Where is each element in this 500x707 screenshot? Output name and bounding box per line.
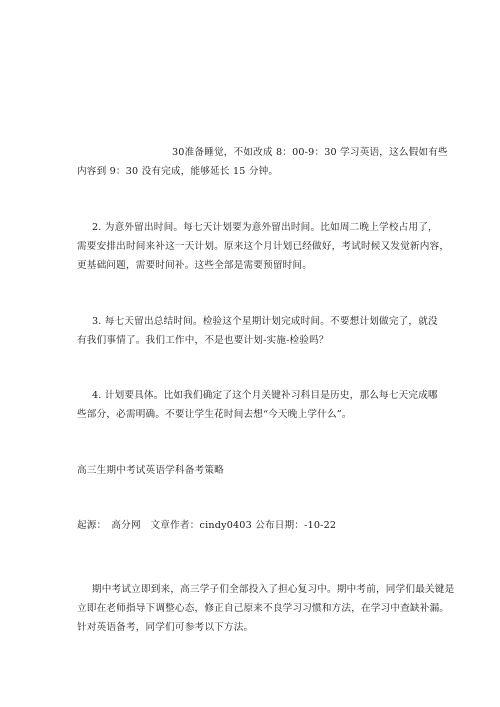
paragraph-1-line-2: 内容到 9：30 没有完成，能够延长 15 分钟。	[77, 166, 279, 177]
article-source-line: 起源： 高分网 文章作者：cindy0403 公布日期：-10-22	[77, 520, 337, 531]
paragraph-5-line-2: 立即在老师指导下调整心态，修正自己原来不良学习习惯和方法，在学习中查缺补漏。	[77, 603, 450, 614]
paragraph-1-line-1: 30准备睡觉，不如改成 8：00-9：30 学习英语，这么假如有些	[172, 147, 448, 158]
paragraph-2-line-3: 更基础问题，需要时间补。这些全部是需要预留时间。	[77, 260, 313, 271]
paragraph-3-line-2: 有我们事情了。我们工作中，不是也要计划-实施-检验吗？	[77, 335, 329, 346]
paragraph-5-line-3: 针对英语备考，同学们可参考以下方法。	[77, 622, 254, 633]
article-title: 高三生期中考试英语学科备考策略	[77, 465, 224, 476]
paragraph-5-line-1: 期中考试立即到来，高三学子们全部投入了担心复习中。期中考前，同学们最关键是	[92, 584, 455, 595]
paragraph-2-line-1: 2. 为意外留出时间。每七天计划要为意外留出时间。比如周二晚上学校占用了，	[92, 222, 438, 233]
paragraph-2-line-2: 需要安排出时间来补这一天计划。原来这个月计划已经做好，考试时候又发觉新内容，	[77, 241, 450, 252]
paragraph-4-line-1: 4. 计划要具体。比如我们确定了这个月关键补习科目是历史，那么每七天完成哪	[92, 390, 438, 401]
paragraph-3-line-1: 3. 每七天留出总结时间。检验这个星期计划完成时间。不要想计划做完了，就没	[92, 316, 438, 327]
paragraph-4-line-2: 些部分，必需明确。不要让学生花时间去想“今天晚上学什么”。	[77, 409, 352, 420]
